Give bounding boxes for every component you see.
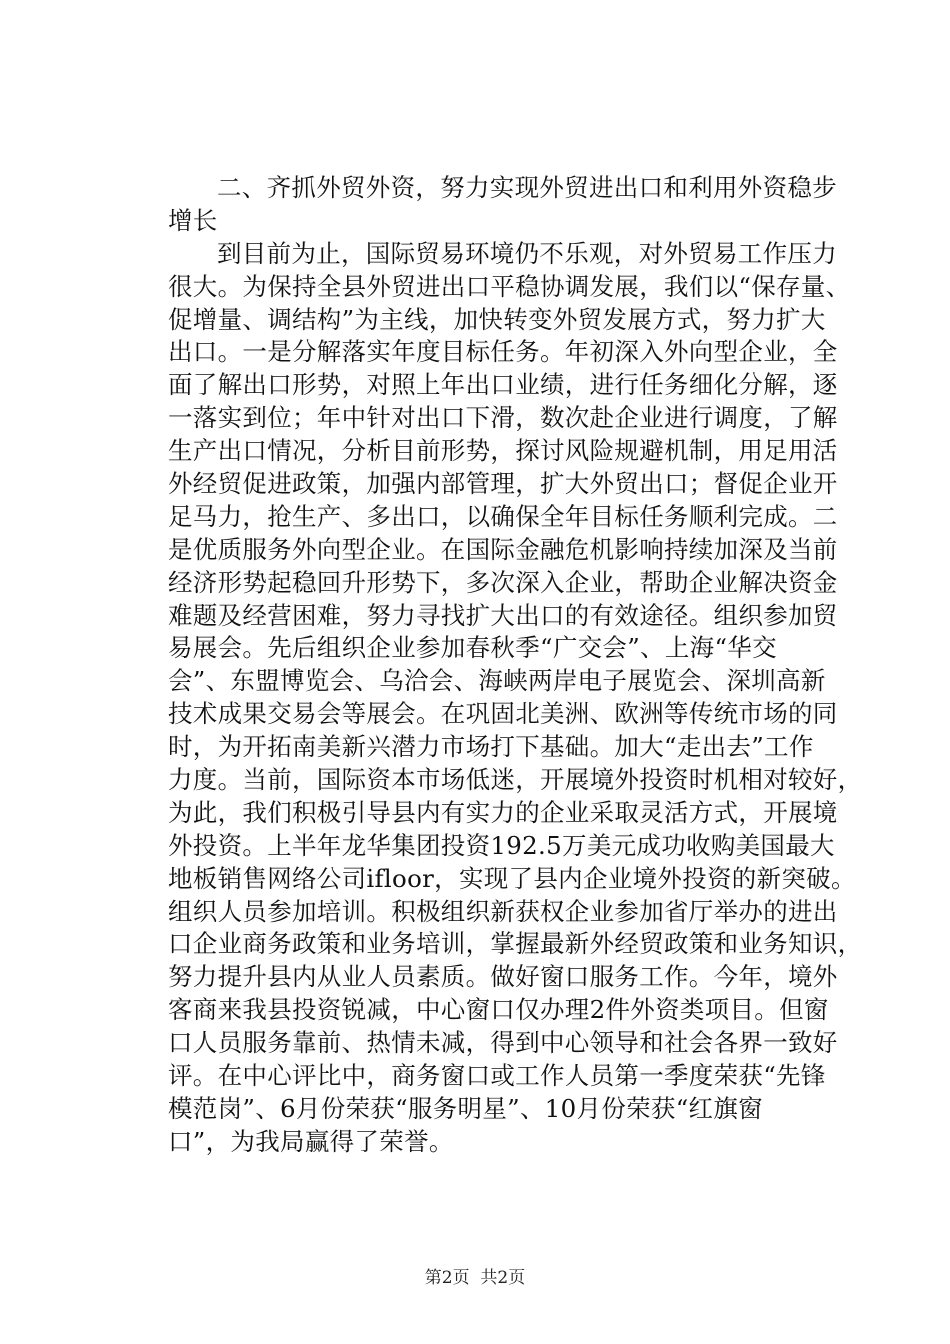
paragraph-line: 一落实到位；年中针对出口下滑，数次赴企业进行调度，了解 [168, 403, 838, 433]
section-heading-line-1: 二、齐抓外贸外资，努力实现外贸进出口和利用外资稳步 [217, 173, 837, 202]
paragraph-line: 评。在中心评比中，商务窗口或工作人员第一季度荣获“先锋 [168, 1061, 826, 1091]
page-footer [0, 1267, 950, 1289]
paragraph-line: 外投资。上半年龙华集团投资192.5万美元成功收购美国最大 [168, 830, 835, 860]
paragraph-line: 会”、东盟博览会、乌洽会、海峡两岸电子展览会、深圳高新 [168, 666, 826, 696]
paragraph-line: 生产出口情况，分析目前形势，探讨风险规避机制，用足用活 [168, 436, 838, 466]
paragraph-line: 外经贸促进政策，加强内部管理，扩大外贸出口；督促企业开 [168, 469, 838, 499]
paragraph-line: 时，为开拓南美新兴潜力市场打下基础。加大“走出去”工作 [168, 732, 814, 762]
paragraph-line: 口”，为我局赢得了荣誉。 [168, 1126, 454, 1156]
paragraph-line: 模范岗”、6月份荣获“服务明星”、10月份荣获“红旗窗 [168, 1093, 763, 1123]
paragraph-line: 足马力，抢生产、多出口，以确保全年目标任务顺利完成。二 [168, 501, 838, 531]
paragraph-line: 口人员服务靠前、热情未减，得到中心领导和社会各界一致好 [168, 1028, 838, 1058]
paragraph-line: 面了解出口形势，对照上年出口业绩，进行任务细化分解，逐 [168, 370, 838, 400]
page-total: 共2页 [480, 1268, 526, 1288]
paragraph-line: 难题及经营困难，努力寻找扩大出口的有效途径。组织参加贸 [168, 600, 838, 630]
paragraph-line: 口企业商务政策和业务培训，掌握最新外经贸政策和业务知识， [168, 929, 863, 959]
paragraph-line: 力度。当前，国际资本市场低迷，开展境外投资时机相对较好， [168, 765, 863, 795]
paragraph-line: 地板销售网络公司ifloor，实现了县内企业境外投资的新突破。 [168, 863, 856, 893]
paragraph-line: 很大。为保持全县外贸进出口平稳协调发展，我们以“保存量、 [168, 271, 851, 301]
paragraph-line: 出口。一是分解落实年度目标任务。年初深入外向型企业，全 [168, 337, 838, 367]
paragraph-line: 是优质服务外向型企业。在国际金融危机影响持续加深及当前 [168, 534, 838, 564]
paragraph-line: 经济形势起稳回升形势下，多次深入企业，帮助企业解决资金 [168, 567, 838, 597]
paragraph-line: 努力提升县内从业人员素质。做好窗口服务工作。今年，境外 [168, 962, 838, 992]
paragraph-line: 易展会。先后组织企业参加春秋季“广交会”、上海“华交 [168, 633, 777, 663]
paragraph-line: 促增量、调结构”为主线，加快转变外贸发展方式，努力扩大 [168, 304, 826, 334]
page-number: 第2页 [424, 1268, 470, 1288]
document-body [168, 172, 863, 1159]
paragraph-line: 到目前为止，国际贸易环境仍不乐观，对外贸易工作压力 [217, 238, 837, 268]
paragraph-line: 客商来我县投资锐减，中心窗口仅办理2件外资类项目。但窗 [168, 995, 829, 1025]
paragraph-line: 组织人员参加培训。积极组织新获权企业参加省厅举办的进出 [168, 896, 838, 926]
section-heading-line-2: 增长 [168, 205, 218, 235]
paragraph-line: 为此，我们积极引导县内有实力的企业采取灵活方式，开展境 [168, 797, 838, 827]
paragraph-line: 技术成果交易会等展会。在巩固北美洲、欧洲等传统市场的同 [168, 699, 838, 729]
